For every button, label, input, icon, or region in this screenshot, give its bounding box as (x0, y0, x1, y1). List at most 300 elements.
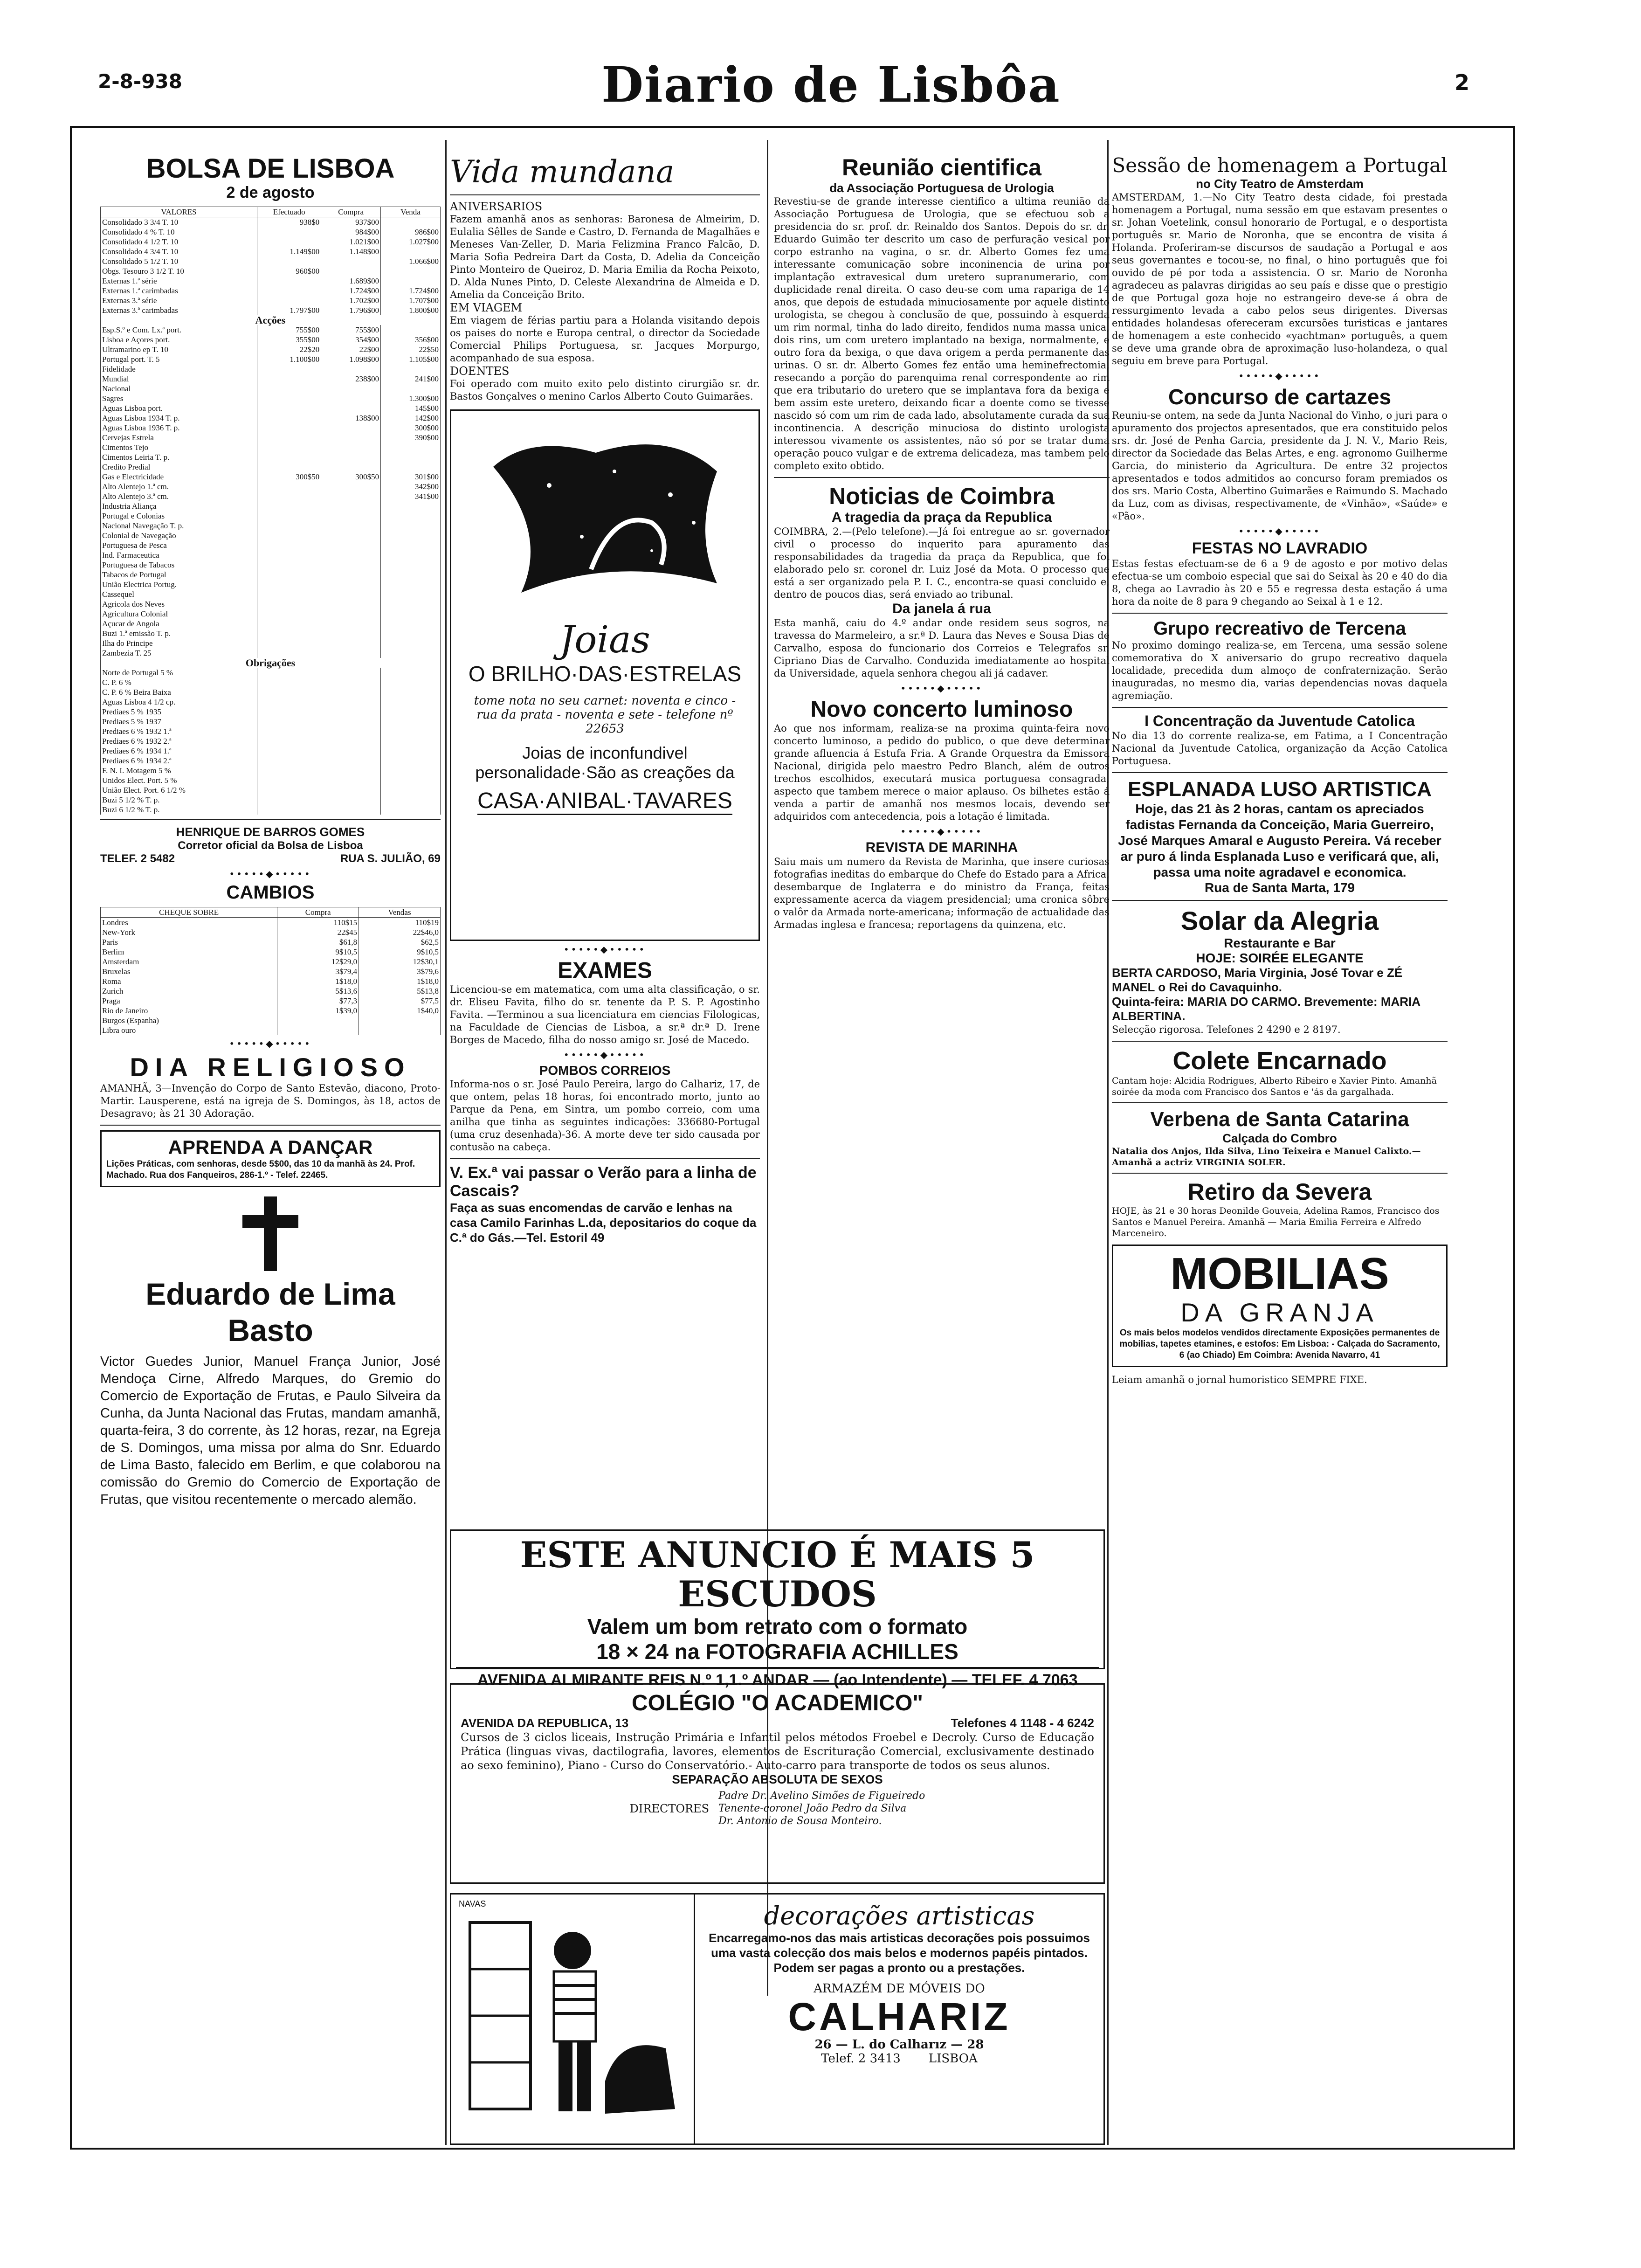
price-cell: 3$79,6 (359, 967, 441, 976)
price-cell (321, 687, 381, 697)
table-row (101, 947, 441, 957)
table-row (101, 325, 441, 335)
page-number: 2 (1455, 70, 1470, 95)
price-cell (321, 589, 381, 599)
decoracoes-city: LISBOA (928, 2052, 978, 2066)
reuniao-text: Revestiu-se de grande interesse cientifico a ultima reunião da Associação Portuguesa de Urologia, que se efectuou sob a presidencia do sr. prof. dr. Reinaldo dos Santos. Depois do sr. dr. Eduardo Guimão ter descrito um caso de perfuração vesical por corpo estranho na vagina, o sr. dr. Alberto Gomes fez uma interessante comunicação sobre inconinencia de urina por implantação extravesical dum uretero supranumerario, com duplicidade renal direita. O caso deu-se com uma rapariga de 14 anos, que depois de estudada minuciosamente por aquele distinto urologista, se chegou à conclusão de que, possuindo à esquerda um rim normal, tinha do lado direito, fendidos numa massa unica, dois rins, um com uretero implantado na bexiga, normalmente, e outro fora da bexiga, o que dava origem a perda permanente das urinas. O sr. dr. Alberto Gomes fez então uma heminefrectomia, resecando a porção do parenquima renal correspondente ao rim que era tributario do uretero que se implantava fora da bexiga e bem assim este uretero, deixando ficar a doente como se tivesse nascido só com um rim de cada lado, absolutamente curada da sua incontinencia. A descrição minuciosa do distinto urologista interessou vivamente os assistentes, não só por se tratar duma operação pouco vulgar e de extrema delicadeza, mas tambem pelo completo exito obtido. (774, 196, 1110, 471)
security-name: Zurich (101, 986, 277, 996)
solar-subtitle: Restaurante e Bar (1224, 936, 1336, 950)
price-cell (257, 726, 321, 736)
price-cell (381, 217, 441, 228)
security-name: Aguas Lisboa 1936 T. p. (101, 423, 257, 433)
price-cell: 755$00 (257, 325, 321, 335)
academico-address: AVENIDA DA REPUBLICA, 13 (461, 1716, 629, 1730)
price-cell (257, 785, 321, 795)
security-name: Nacional (101, 384, 257, 394)
price-cell (381, 247, 441, 256)
security-name: Ilha do Principe (101, 638, 257, 648)
table-row (101, 687, 441, 697)
security-name: Consolidado 4 1/2 T. 10 (101, 237, 257, 247)
price-cell (257, 766, 321, 775)
table-row (101, 668, 441, 678)
security-name: Açucar de Angola (101, 619, 257, 629)
cascais-title: V. Ex.ª vai passar o Verão para a linha de Cascais? (450, 1164, 757, 1200)
security-name: Amsterdam (101, 957, 277, 967)
security-name: Gas e Electricidade (101, 472, 257, 482)
table-row (101, 305, 441, 315)
colete-text: Cantam hoje: Alcidia Rodrigues, Alberto Ribeiro e Xavier Pinto. Amanhã soirée da moda com Francisco dos Santos e 'ás da gargalhada. (1112, 1076, 1437, 1097)
security-name: Colonial de Navegação (101, 531, 257, 540)
column-2: Vida mundana ANIVERSARIOS Fazem amanhã anos as senhoras: Baronesa de Almeirim, D. Eulalia Sêlles de Sande e Castro, D. Fernanda de Magalhães e Meneses Van-Zeller, D. Maria Felizmina Franco Falcão, D. Maria Sofia Pedreira Dart da Costa, D. Adelia da Conceição Pinto Monteiro de Queiroz, D. Maria Emilia da Rocha Peixoto, D. Alda Nunes Pinto, D. Celeste Alexandrina de Almeida e D. Amelia da Conceição Brito. EM VIAGEM Em viagem de férias partiu para a Holanda visitando depois os paises do norte e Europa central, o director da Sociedade Comercial Philips Portuguesa, sr. Jacques Morpurgo, acompanhado de sua esposa. DOENTES Foi operado com muito exito pelo distinto cirurgião sr. dr. Bastos Gonçalves o menino Carlos Alberto Couto Guimarães. Joias O BRILHO·DAS·ESTRELAS tome nota no seu carnet: noventa e cinco - rua da prata - noventa e sete - telefone nº 22653 Joias de inconfundivel personalidade·São as creações da CASA·ANIBAL·TAVARES •••••◆••••• EXAMES Licenciou-se em matematica, com uma alta classificação, o sr. dr. Eliseu Favita, filho do sr. tenente da P. S. P. Agostinho Favita. —Terminou a sua licenciatura em ciencias Filologicas, na Faculdade de Ciencias de Lisboa, a sr.ª dr.ª D. Irene Borges de Macedo, filha do nosso amigo sr. José de Macedo. •••••◆••••• POMBOS CORREIOS Informa-nos o sr. José Paulo Pereira, largo do Calhariz, 17, de que ontem, pelas 18 horas, foi encontrado morto, junto ao Parque da Pena, em Sintra, um pombo correio, com uma anilha que tinha as seguintes indicações: 336680-Portugal (uma cruz desenhada)-36. A morte deve ter sido causada por contusão na cabeça. V. Ex.ª vai passar o Verão para a linha de Cascais? Faça as suas encomendas de carvão e lenhas na casa Camilo Farinhas L.da, depositarios do coque da C.ª do Gás.—Tel. Estoril 49 (450, 154, 760, 1245)
decorator-illustration (451, 1895, 695, 2144)
price-cell (381, 266, 441, 276)
security-name: Buzi 1.ª emissão T. p. (101, 629, 257, 638)
exames-text: Licenciou-se em matematica, com uma alta classificação, o sr. dr. Eliseu Favita, filho do sr. tenente da P. S. P. Agostinho Favita. —Terminou a sua licenciatura em ciencias Filologicas, na Faculdade de Ciencias de Lisboa, a sr.ª dr.ª D. Irene Borges de Macedo, filha do nosso amigo sr. José de Macedo. (450, 984, 760, 1045)
security-name: Esp.S.º e Com. Lx.ª port. (101, 325, 257, 335)
price-cell (257, 687, 321, 697)
joias-brand: CASA·ANIBAL·TAVARES (477, 788, 732, 815)
price-cell (257, 599, 321, 609)
divider-ornament: •••••◆••••• (229, 868, 312, 879)
price-cell: 138$00 (321, 413, 381, 423)
price-cell (381, 805, 441, 815)
price-cell (257, 227, 321, 237)
joias-headline: O BRILHO·DAS·ESTRELAS (468, 662, 742, 686)
table-row (101, 540, 441, 550)
price-cell (381, 276, 441, 286)
price-cell (381, 668, 441, 678)
column-header: Venda (381, 207, 441, 217)
sessao-title: Sessão de homenagem a Portugal (1112, 154, 1448, 177)
security-name: Industria Aliança (101, 501, 257, 511)
price-cell: 12$30,1 (359, 957, 441, 967)
calhariz-decoracoes-ad[interactable] (450, 1893, 1105, 2145)
price-cell (257, 403, 321, 413)
security-name: Prediaes 5 % 1937 (101, 717, 257, 726)
security-name: Fidelidade (101, 364, 257, 374)
security-name: Ind. Farmaceutica (101, 550, 257, 560)
cambios-title: CAMBIOS (226, 882, 315, 903)
tercena-text: No proximo domingo realiza-se, em Tercena, uma sessão solene comemorativa do X aniversario do grupo recreativo daquela localidade, precedida dum almoço de confraternização. Serão inauguradas, no mesmo dia, varias dependencias novas daquela agremiação. (1112, 640, 1448, 701)
price-cell (257, 560, 321, 570)
price-cell (381, 384, 441, 394)
price-cell (381, 687, 441, 697)
director-1: Padre Dr. Avelino Simões de Figueiredo (718, 1790, 925, 1802)
price-cell: 301$00 (381, 472, 441, 482)
table-row (101, 1016, 441, 1025)
price-cell (381, 746, 441, 756)
table-row (101, 736, 441, 746)
security-name: Cassequel (101, 589, 257, 599)
price-cell (257, 521, 321, 531)
academico-text: Cursos de 3 ciclos liceais, Instrução Primária e Infantil pelos métodos Froebel e Decroly. Curso de Educação Prática (linguas vivas, dactilografia, lavores, elementos de Escrituração Comercial, exclusivamente destinado ao sexo feminino), Piano - Curso do Conservatório.- Auto-carro para transporte de todos os seus alunos. (461, 1731, 1094, 1772)
table-row (101, 795, 441, 805)
security-name: Cimentos Leiria T. p. (101, 452, 257, 462)
price-cell (257, 697, 321, 707)
director-2: Tenente-coronel João Pedro da Silva (718, 1803, 907, 1814)
coimbra-sub2: Da janela á rua (892, 601, 991, 616)
security-name: Aguas Lisboa 1934 T. p. (101, 413, 257, 423)
price-cell (381, 599, 441, 609)
table-row (101, 599, 441, 609)
price-cell (321, 707, 381, 717)
corretor-phone: TELEF. 2 5482 (100, 852, 175, 865)
price-cell: 356$00 (381, 335, 441, 345)
price-cell (381, 462, 441, 472)
price-cell (381, 580, 441, 589)
table-row (101, 766, 441, 775)
table-row (101, 266, 441, 276)
table-row (101, 501, 441, 511)
table-row (101, 237, 441, 247)
table-row (101, 726, 441, 736)
security-name: Prediaes 6 % 1932 2.ª (101, 736, 257, 746)
price-cell (381, 785, 441, 795)
solar-line1: HOJE: SOIRÉE ELEGANTE (1196, 951, 1364, 965)
price-cell (257, 237, 321, 247)
anuncio-line3: 18 × 24 na FOTOGRAFIA ACHILLES (596, 1639, 958, 1664)
price-cell (257, 746, 321, 756)
table-row (101, 276, 441, 286)
price-cell (321, 462, 381, 472)
cross-icon (242, 1196, 298, 1271)
security-name: Agricola dos Neves (101, 599, 257, 609)
price-cell: $77,5 (359, 996, 441, 1006)
price-cell: 938$0 (257, 217, 321, 228)
table-row (101, 472, 441, 482)
price-cell (257, 775, 321, 785)
verbena-text: Natalia dos Anjos, Ilda Silva, Lino Teixeira e Manuel Calixto.—Amanhã a actriz VIRGINIA SOLER. (1112, 1146, 1421, 1168)
security-name: C. P. 6 % Beira Baixa (101, 687, 257, 697)
table-row (101, 413, 441, 423)
price-cell (381, 736, 441, 746)
price-cell: 1.149$00 (257, 247, 321, 256)
security-name: Berlim (101, 947, 277, 957)
price-cell (381, 550, 441, 560)
solar-line3: Quinta-feira: MARIA DO CARMO. Brevemente: MARIA ALBERTINA. (1112, 995, 1420, 1023)
column-header: Compra (321, 207, 381, 217)
security-name: Prediaes 5 % 1935 (101, 707, 257, 717)
price-cell: 3$79,4 (277, 967, 359, 976)
price-cell: 12$29,0 (277, 957, 359, 967)
price-cell (257, 707, 321, 717)
security-name: Londres (101, 918, 277, 928)
price-cell (257, 433, 321, 443)
reuniao-title: Reunião cientifica (842, 154, 1041, 180)
price-cell: 1$40,0 (359, 1006, 441, 1016)
column-header: CHEQUE SOBRE (101, 907, 277, 918)
price-cell (381, 648, 441, 658)
price-cell (321, 785, 381, 795)
table-row (101, 570, 441, 580)
security-name: Portugal e Colonias (101, 511, 257, 521)
illustration-label: NAVAS (459, 1899, 486, 1908)
price-cell (381, 443, 441, 452)
table-row (101, 364, 441, 374)
price-cell (381, 619, 441, 629)
price-cell (359, 1025, 441, 1035)
price-cell (381, 589, 441, 599)
vida-mundana-title: Vida mundana (450, 154, 675, 190)
cascais-text: Faça as suas encomendas de carvão e lenhas na casa Camilo Farinhas L.da, depositarios do coque da C.ª do Gás.—Tel. Estoril 49 (450, 1201, 757, 1245)
price-cell: 22$20 (257, 345, 321, 354)
price-cell (381, 707, 441, 717)
obituary-text: Victor Guedes Junior, Manuel França Junior, José Mendoça Cirne, Alfredo Marques, do Gremio do Comercio de Exportação de Frutas, e Paulo Silveira da Cunha, da Junta Nacional das Frutas, mandam amanhã, quarta-feira, 3 do corrente, às 12 horas, rezar, na Egreja de S. Domingos, uma missa por alma do Snr. Eduardo de Lima Basto, falecido em Berlim, e que colaborou na comissão do Gremio do Comercio de Exportação de Frutas, que visitou recentemente o mercado alemão. (100, 1354, 441, 1507)
table-row (101, 423, 441, 433)
price-cell: 1.066$00 (381, 256, 441, 266)
price-cell (257, 609, 321, 619)
table-row (101, 354, 441, 364)
divider-ornament: •••••◆••••• (229, 1038, 312, 1049)
price-cell (321, 540, 381, 550)
security-name: Externas 3.ª série (101, 296, 257, 305)
table-row (101, 717, 441, 726)
table-row (101, 937, 441, 947)
bolsa-date: 2 de agosto (226, 184, 315, 201)
price-cell: 110$15 (277, 918, 359, 928)
price-cell (381, 678, 441, 687)
tercena-title: Grupo recreativo de Tercena (1153, 618, 1406, 639)
price-cell (257, 511, 321, 521)
price-cell (321, 550, 381, 560)
price-cell (321, 638, 381, 648)
concerto-title: Novo concerto luminoso (810, 697, 1073, 722)
price-cell (321, 531, 381, 540)
table-row (101, 785, 441, 795)
security-name: Prediaes 6 % 1934 1.ª (101, 746, 257, 756)
joias-title: Joias (559, 618, 650, 661)
price-cell: 354$00 (321, 335, 381, 345)
price-cell (381, 775, 441, 785)
security-name: Consolidado 4 % T. 10 (101, 227, 257, 237)
table-row (101, 482, 441, 491)
security-name: Cimentos Tejo (101, 443, 257, 452)
price-cell (257, 736, 321, 746)
price-cell (321, 491, 381, 501)
juventude-title: I Concentração da Juventude Catolica (1145, 712, 1415, 729)
price-cell: 355$00 (257, 335, 321, 345)
price-cell (381, 521, 441, 531)
price-cell (257, 756, 321, 766)
price-cell (321, 521, 381, 531)
solar-title: Solar da Alegria (1180, 906, 1379, 935)
dia-religioso-text: AMANHÃ, 3—Invenção do Corpo de Santo Estevão, diacono, Proto-Martir. Lausperene, está na igreja de S. Domingos, às 18, actos de Desagravo; às 21 30 Adoração. (100, 1083, 441, 1119)
price-cell (321, 511, 381, 521)
cambios-table (100, 907, 441, 1035)
security-name: Aguas Lisboa 4 1/2 cp. (101, 697, 257, 707)
column-header: Compra (277, 907, 359, 918)
severa-text: HOJE, às 21 e 30 horas Deonilde Gouveia, Adelina Ramos, Francisco dos Santos e Manuel Pereira. Amanhã — Maria Emilia Ferreira e Alfredo Marceneiro. (1112, 1206, 1440, 1238)
table-row (101, 580, 441, 589)
price-cell (257, 286, 321, 296)
price-cell (257, 638, 321, 648)
price-cell (321, 452, 381, 462)
lavradio-text: Estas festas efectuam-se de 6 a 9 de agosto e por motivo delas efectua-se um comboio especial que sai do Seixal às 20 e 40 do dia 8, chega ao Lavradio às 20 e 55 e regressa desta estação á uma hora da noite de 8 para 9 chegando ao Seixal à 1 e 12. (1112, 558, 1448, 607)
esplanada-address: Rua de Santa Marta, 179 (1204, 880, 1355, 895)
price-cell: 238$00 (321, 374, 381, 384)
price-cell (257, 501, 321, 511)
price-cell (321, 501, 381, 511)
price-cell: 300$50 (257, 472, 321, 482)
security-name: Ultramarino ep T. 10 (101, 345, 257, 354)
price-cell (257, 394, 321, 403)
colegio-academico-ad[interactable] (450, 1683, 1105, 1884)
security-name: União Elect. Port. 6 1/2 % (101, 785, 257, 795)
aprenda-ad (100, 1130, 441, 1187)
table-row (101, 227, 441, 237)
table-row (101, 247, 441, 256)
academico-sep: SEPARAÇÃO ABSOLUTA DE SEXOS (672, 1772, 883, 1786)
coimbra-title: Noticias de Coimbra (829, 483, 1055, 509)
security-name: Prediaes 6 % 1934 2.ª (101, 756, 257, 766)
esplanada-title: ESPLANADA LUSO ARTISTICA (1128, 778, 1432, 801)
price-cell: 1.707$00 (381, 296, 441, 305)
verbena-title: Verbena de Santa Catarina (1150, 1108, 1409, 1131)
table-row (101, 678, 441, 687)
security-name: Consolidado 4 3/4 T. 10 (101, 247, 257, 256)
verbena-subtitle: Calçada do Combro (1222, 1131, 1337, 1145)
price-cell (257, 413, 321, 423)
price-cell: 755$00 (321, 325, 381, 335)
pombos-text: Informa-nos o sr. José Paulo Pereira, largo do Calhariz, 17, de que ontem, pelas 18 horas, foi encontrado morto, junto ao Parque da Pena, em Sintra, um pombo correio, com uma anilha que tinha as seguintes indicações: 336680-Portugal (uma cruz desenhada)-36. A morte deve ter sido causada por contusão na cabeça. (450, 1079, 760, 1153)
dia-religioso-title: DIA RELIGIOSO (130, 1052, 411, 1082)
price-cell (321, 697, 381, 707)
price-cell (257, 648, 321, 658)
price-cell: 1.100$00 (257, 354, 321, 364)
price-cell (257, 384, 321, 394)
table-row (101, 394, 441, 403)
table-row (101, 967, 441, 976)
price-cell (321, 482, 381, 491)
price-cell (359, 1016, 441, 1025)
table-row (101, 957, 441, 967)
joias-advertisement[interactable] (450, 409, 760, 941)
mobilias-subtitle: DA GRANJA (1180, 1298, 1379, 1327)
price-cell: 1$18,0 (277, 976, 359, 986)
price-cell: 960$00 (257, 266, 321, 276)
price-cell (257, 580, 321, 589)
price-cell (381, 795, 441, 805)
price-cell: 1$39,0 (277, 1006, 359, 1016)
anuncio-line2: Valem um bom retrato com o formato (587, 1614, 968, 1639)
price-cell: 1.724$00 (381, 286, 441, 296)
price-cell: 1$18,0 (359, 976, 441, 986)
sessao-text: AMSTERDAM, 1.—No City Teatro desta cidade, foi prestada homenagem a Portugal, numa sessão em que estavam presentes o sr. Johan Voetelink, consul honorario de Portugal, e o desportista português sr. Mario de Noronha, que se encontra de visita á Holanda. Proferiram-se discursos de saudação a Portugal e aos seus governantes e tocou-se, no final, o hino português que foi ouvido de pé por toda a assistencia. O sr. Mario de Noronha agradeceu as palavras dirigidas ao seu país e disse que o prestigio de que Portugal goza hoje no estrangeiro deve-se á obra de ressurgimento levada a cabo pelos seus dirigentes. Diversas entidades holandesas ofereceram excursões turisticas e jantares de homenagem a este conhecido «yachtman» português, a quem se deve uma grande obra de aproximação luso-holandeza, o qual seguiu em breve para Portugal. (1112, 192, 1448, 366)
security-name: F. N. I. Motagem 5 % (101, 766, 257, 775)
column-1 (100, 154, 441, 1508)
price-cell (257, 540, 321, 550)
table-row (101, 927, 441, 937)
security-name: Cervejas Estrela (101, 433, 257, 443)
sessao-subtitle: no City Teatro de Amsterdam (1196, 177, 1364, 191)
table-row (101, 996, 441, 1006)
price-cell: 1.800$00 (381, 305, 441, 315)
price-cell (257, 570, 321, 580)
price-cell: 241$00 (381, 374, 441, 384)
price-cell (381, 717, 441, 726)
price-cell: 1.021$00 (321, 237, 381, 247)
price-cell: 390$00 (381, 433, 441, 443)
esplanada-text: Hoje, das 21 às 2 horas, cantam os apreciados fadistas Fernanda da Conceição, Maria Guerreiro, José Marques Amaral e Augusto Pereira. Vá receber ar puro á linda Esplanada Luso e verificará que, ali, passa uma noite agradavel e economica. (1118, 802, 1441, 879)
vida-mundana-sections (450, 200, 760, 403)
price-cell (321, 570, 381, 580)
price-cell (321, 678, 381, 687)
price-cell: 937$00 (321, 217, 381, 228)
price-cell (277, 1025, 359, 1035)
table-row (101, 1025, 441, 1035)
mobilias-advertisement[interactable] (1112, 1245, 1448, 1367)
price-cell (321, 668, 381, 678)
price-cell (321, 364, 381, 374)
table-row (101, 986, 441, 996)
table-row (101, 374, 441, 384)
table-row (101, 335, 441, 345)
lavradio-title: FESTAS NO LAVRADIO (1192, 539, 1368, 557)
table-row (101, 443, 441, 452)
table-row (101, 521, 441, 531)
bolsa-table (100, 207, 441, 815)
mobilias-title: MOBILIAS (1170, 1249, 1389, 1299)
price-cell (257, 364, 321, 374)
price-cell (381, 452, 441, 462)
cartazes-text: Reuniu-se ontem, na sede da Junta Nacional do Vinho, o juri para o apuramento dos projectos apresentados, que era constituido pelos srs. dr. José de Penha Garcia, presidente da J. N. V., Mario Reis, director da Sociedade das Belas Artes, e eng. agronomo Guilherme Garcia, do ministerio da Agricultura. De entre 32 projectos apresentados e todos admitidos ao concurso foram premiados os dos srs. Mario Costa, Albertino Guimarães e Raimundo S. Machado da Luz, com as divisas, respectivamente, de «Vinhão», «Saúde» e «Pão». (1112, 410, 1448, 522)
table-row (101, 629, 441, 638)
price-cell: 984$00 (321, 227, 381, 237)
table-row (101, 746, 441, 756)
table-row (101, 707, 441, 717)
mobilias-text: Os mais belos modelos vendidos directamente Exposições permanentes de mobilias, tapetes etamines, e estofos: Em Lisboa: - Calçada do Sacramento, 6 (ao Chiado) Em Coimbra: Avenida Navarro, 41 (1119, 1328, 1440, 1360)
newspaper-title: Diario de Lisbôa (601, 56, 1061, 113)
price-cell (321, 266, 381, 276)
vida-section-heading: DOENTES (450, 365, 510, 378)
security-name: Sagres (101, 394, 257, 403)
price-cell (321, 805, 381, 815)
column-header: Efectuado (257, 207, 321, 217)
security-name: Prediaes 6 % 1932 1.ª (101, 726, 257, 736)
price-cell (257, 795, 321, 805)
decoracoes-text: Encarregamo-nos das mais artisticas decorações pois possuimos uma vasta colecção dos mais belos e modernos papéis pintados. Podem ser pagas a pronto ou a prestações. (709, 1931, 1090, 1975)
table-row (101, 775, 441, 785)
decoracoes-phone: Telef. 2 3413 (821, 2052, 901, 2066)
security-name: Rio de Janeiro (101, 1006, 277, 1016)
cartazes-title: Concurso de cartazes (1168, 385, 1392, 409)
price-cell (381, 570, 441, 580)
security-name: Roma (101, 976, 277, 986)
price-cell (257, 452, 321, 462)
security-name: Portuguesa de Tabacos (101, 560, 257, 570)
security-name: Lisboa e Açores port. (101, 335, 257, 345)
price-cell (321, 580, 381, 589)
price-cell (257, 296, 321, 305)
fotografia-achilles-ad[interactable] (450, 1529, 1105, 1689)
obituary-name: Eduardo de Lima Basto (145, 1277, 395, 1348)
severa-title: Retiro da Severa (1187, 1179, 1372, 1205)
table-row (101, 433, 441, 443)
price-cell: 22$46,0 (359, 927, 441, 937)
price-cell (257, 256, 321, 266)
sempre-fixe-note: Leiam amanhã o jornal humoristico SEMPRE FIXE. (1112, 1374, 1367, 1385)
price-cell: 1.797$00 (257, 305, 321, 315)
price-cell: $77,3 (277, 996, 359, 1006)
table-row (101, 384, 441, 394)
price-cell: 9$10,5 (277, 947, 359, 957)
price-cell (381, 540, 441, 550)
vida-section-text: Fazem amanhã anos as senhoras: Baronesa de Almeirim, D. Eulalia Sêlles de Sande e Castro, D. Fernanda de Magalhães e Meneses Van-Zeller, D. Maria Felizmina Franco Falcão, D. Maria Sofia Pedreira Dart da Costa, D. Adelia da Conceição Pinto Monteiro de Queiroz, D. Maria Emilia da Rocha Peixoto, D. Alda Nunes Pinto, D. Celeste Alexandrina de Almeida e D. Amelia da Conceição Brito. (450, 214, 760, 300)
table-row (101, 286, 441, 296)
security-name: Libra ouro (101, 1025, 277, 1035)
table-row (101, 491, 441, 501)
aprenda-title: APRENDA A DANÇAR (168, 1136, 373, 1158)
